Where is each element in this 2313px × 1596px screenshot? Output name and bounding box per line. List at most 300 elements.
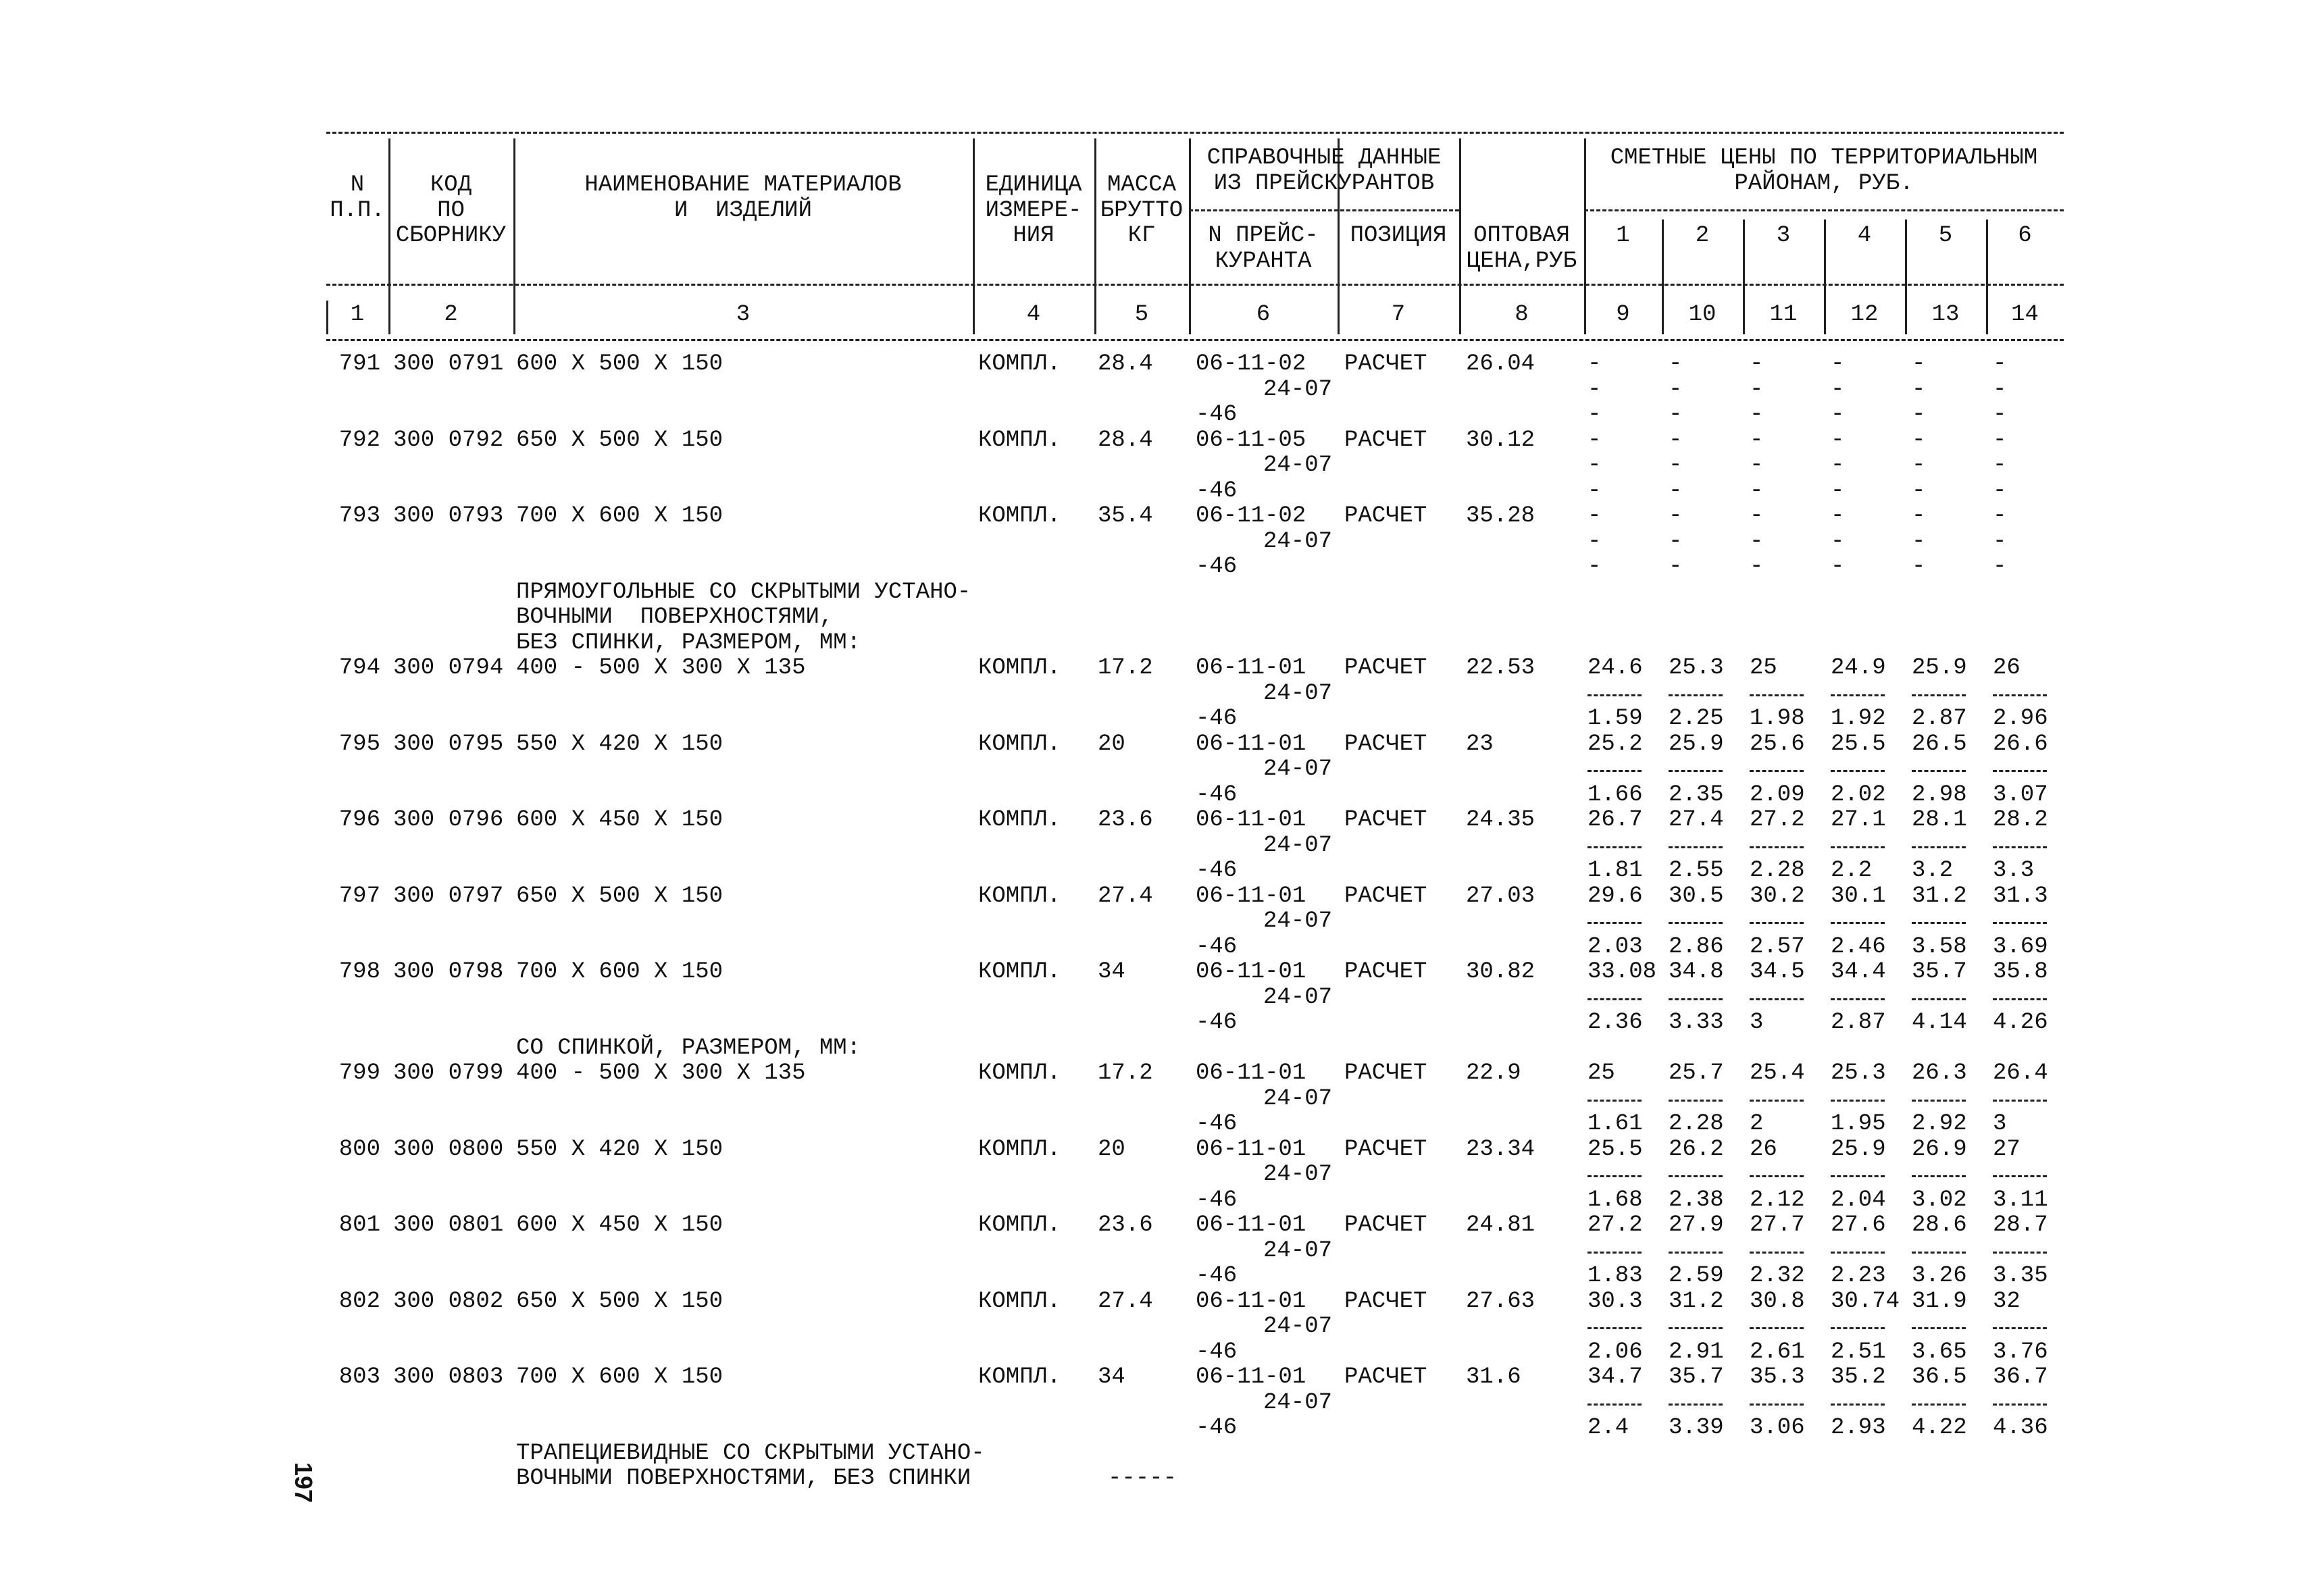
row-code: 300 0791 xyxy=(393,351,504,377)
column-number: 4 xyxy=(1026,302,1041,328)
fraction-rule xyxy=(1831,1404,1885,1406)
header-district-1: 1 xyxy=(1616,223,1630,249)
price-dash: - xyxy=(1993,554,2007,580)
row-code: 300 0803 xyxy=(393,1364,504,1390)
row-price-list-sub: 24-07 xyxy=(1263,1162,1333,1187)
price-dash: - xyxy=(1669,402,1683,428)
fraction-rule xyxy=(1993,694,2047,696)
header-col5: БРУТТО xyxy=(1100,198,1184,224)
header-bottom-rule xyxy=(326,339,2064,341)
district-price: 35.2 xyxy=(1831,1364,1886,1390)
fraction-rule xyxy=(1831,846,1885,848)
row-price-list-sub: -46 xyxy=(1196,706,1238,731)
district-sub-price: 1.68 xyxy=(1587,1187,1643,1213)
district-price: 26 xyxy=(1993,655,2020,681)
district-sub-price: 1.92 xyxy=(1831,706,1886,731)
column-number: 12 xyxy=(1850,302,1879,328)
fraction-rule xyxy=(1587,846,1642,848)
price-dash: - xyxy=(1587,503,1602,529)
district-price: 25.2 xyxy=(1587,731,1643,757)
row-position: РАСЧЕТ xyxy=(1344,503,1427,529)
row-number: 800 xyxy=(338,1136,380,1162)
district-price: 30.5 xyxy=(1669,883,1724,909)
header-price-group: СМЕТНЫЕ ЦЕНЫ ПО ТЕРРИТОРИАЛЬНЫМ xyxy=(1610,145,2038,171)
price-dash: - xyxy=(1912,427,1926,453)
district-sub-price: 1.95 xyxy=(1831,1111,1886,1137)
row-mass: 27.4 xyxy=(1098,883,1153,909)
price-dash: - xyxy=(1831,402,1845,428)
row-price-list: 06-11-01 xyxy=(1196,1212,1306,1238)
price-dash: - xyxy=(1993,376,2007,403)
price-dash: - xyxy=(1831,427,1845,453)
price-dash: - xyxy=(1587,528,1602,555)
fraction-rule xyxy=(1831,998,1885,1000)
fraction-rule xyxy=(1912,922,1966,924)
district-price: 26.5 xyxy=(1912,731,1967,757)
price-dash: - xyxy=(1993,478,2007,504)
fraction-rule xyxy=(1669,1175,1723,1177)
row-position: РАСЧЕТ xyxy=(1344,1288,1427,1314)
row-unit: КОМПЛ. xyxy=(978,731,1061,757)
district-price: 27.4 xyxy=(1669,807,1724,833)
district-sub-price: 3.07 xyxy=(1993,781,2048,808)
district-price: 25.9 xyxy=(1669,731,1724,757)
column-number: 8 xyxy=(1515,302,1529,328)
header-top-rule xyxy=(326,132,2064,134)
row-position: РАСЧЕТ xyxy=(1344,807,1427,833)
header-col2: ПО xyxy=(437,198,465,224)
fraction-rule xyxy=(1669,1327,1723,1329)
fraction-rule xyxy=(1750,1175,1804,1177)
fraction-rule xyxy=(1993,770,2047,772)
fraction-rule xyxy=(1912,998,1966,1000)
row-price-list-sub: -46 xyxy=(1196,1187,1238,1213)
row-number: 795 xyxy=(338,731,380,757)
row-number: 792 xyxy=(338,427,380,453)
district-price: 25.6 xyxy=(1750,731,1805,757)
row-wholesale: 30.12 xyxy=(1466,427,1535,453)
row-wholesale: 23 xyxy=(1466,731,1494,757)
price-dash: - xyxy=(1993,453,2007,478)
column-number: 7 xyxy=(1391,302,1406,328)
row-code: 300 0798 xyxy=(393,959,504,985)
row-wholesale: 30.82 xyxy=(1466,959,1535,985)
row-price-list-sub: 24-07 xyxy=(1263,984,1333,1010)
district-sub-price: 2.61 xyxy=(1750,1339,1805,1365)
price-dash: - xyxy=(1993,427,2007,453)
row-price-list-sub: -46 xyxy=(1196,1010,1238,1035)
column-number: 9 xyxy=(1616,302,1630,328)
district-sub-price: 1.66 xyxy=(1587,781,1643,808)
row-name: 650 X 500 X 150 xyxy=(516,427,723,453)
price-dash: - xyxy=(1750,427,1764,453)
fraction-rule xyxy=(1750,922,1804,924)
district-price: 26.3 xyxy=(1912,1060,1967,1086)
price-dash: - xyxy=(1587,554,1602,580)
fraction-rule xyxy=(1912,1327,1966,1329)
price-dash: - xyxy=(1750,402,1764,428)
district-price: 33.08 xyxy=(1587,959,1657,985)
fraction-rule xyxy=(1587,922,1642,924)
district-price: 31.2 xyxy=(1669,1288,1724,1314)
column-number: 1 xyxy=(350,302,365,328)
fraction-rule xyxy=(1750,846,1804,848)
section-heading: СО СПИНКОЙ, РАЗМЕРОМ, ММ: xyxy=(516,1035,861,1061)
price-dash: - xyxy=(1831,478,1845,504)
district-price: 35.8 xyxy=(1993,959,2048,985)
fraction-rule xyxy=(1993,1327,2047,1329)
district-sub-price: 3.02 xyxy=(1912,1187,1967,1213)
row-mass: 20 xyxy=(1098,1136,1125,1162)
district-sub-price: 3.39 xyxy=(1669,1415,1724,1441)
row-price-list: 06-11-01 xyxy=(1196,1060,1306,1086)
district-price: 25.7 xyxy=(1669,1060,1724,1086)
row-price-list-sub: 24-07 xyxy=(1263,680,1333,706)
district-sub-price: 2.35 xyxy=(1669,781,1724,808)
row-price-list: 06-11-01 xyxy=(1196,655,1306,681)
row-price-list: 06-11-01 xyxy=(1196,731,1306,757)
price-dash: - xyxy=(1750,478,1764,504)
header-col6: N ПРЕЙС- xyxy=(1208,223,1319,249)
row-name: 600 X 450 X 150 xyxy=(516,1212,723,1238)
fraction-rule xyxy=(1750,770,1804,772)
row-number: 799 xyxy=(338,1060,380,1086)
fraction-rule xyxy=(1993,1175,2047,1177)
row-price-list: 06-11-01 xyxy=(1196,807,1306,833)
row-price-list: 06-11-01 xyxy=(1196,1364,1306,1390)
district-sub-price: 2.02 xyxy=(1831,781,1886,808)
row-position: РАСЧЕТ xyxy=(1344,1212,1427,1238)
district-sub-price: 2.4 xyxy=(1587,1415,1629,1441)
row-price-list: 06-11-02 xyxy=(1196,503,1306,529)
price-dash: - xyxy=(1912,554,1926,580)
row-price-list-sub: -46 xyxy=(1196,402,1238,428)
price-dash: - xyxy=(1669,554,1683,580)
district-sub-price: 2.98 xyxy=(1912,781,1967,808)
district-sub-price: 2.93 xyxy=(1831,1415,1886,1441)
header-col8: ОПТОВАЯ xyxy=(1473,223,1570,249)
row-code: 300 0795 xyxy=(393,731,504,757)
row-position: РАСЧЕТ xyxy=(1344,655,1427,681)
price-dash: - xyxy=(1669,376,1683,403)
price-dash: - xyxy=(1912,503,1926,529)
price-dash: - xyxy=(1912,402,1926,428)
trailing-dash: ----- xyxy=(1108,1466,1177,1491)
district-sub-price: 1.98 xyxy=(1750,706,1805,731)
district-price: 35.7 xyxy=(1669,1364,1724,1390)
district-price: 26.7 xyxy=(1587,807,1643,833)
district-price: 27.7 xyxy=(1750,1212,1805,1238)
row-name: 400 - 500 X 300 X 135 xyxy=(516,1060,806,1086)
district-sub-price: 4.22 xyxy=(1912,1415,1967,1441)
district-sub-price: 2.96 xyxy=(1993,706,2048,731)
district-sub-price: 2.28 xyxy=(1669,1111,1724,1137)
fraction-rule xyxy=(1993,846,2047,848)
district-sub-price: 2.2 xyxy=(1831,858,1873,883)
row-name: 550 X 420 X 150 xyxy=(516,1136,723,1162)
price-dash: - xyxy=(1912,478,1926,504)
header-col2: СБОРНИКУ xyxy=(395,223,507,249)
header-price-group: РАЙОНАМ, РУБ. xyxy=(1734,171,1914,197)
district-sub-price: 2.06 xyxy=(1587,1339,1643,1365)
district-price: 30.3 xyxy=(1587,1288,1643,1314)
price-dash: - xyxy=(1669,351,1683,377)
district-price: 26.9 xyxy=(1912,1136,1967,1162)
row-number: 801 xyxy=(338,1212,380,1238)
district-price: 35.7 xyxy=(1912,959,1967,985)
district-price: 26.2 xyxy=(1669,1136,1724,1162)
row-position: РАСЧЕТ xyxy=(1344,351,1427,377)
row-price-list-sub: 24-07 xyxy=(1263,453,1333,478)
fraction-rule xyxy=(1750,998,1804,1000)
row-wholesale: 26.04 xyxy=(1466,351,1535,377)
district-price: 24.9 xyxy=(1831,655,1886,681)
fraction-rule xyxy=(1831,1327,1885,1329)
district-price: 25.4 xyxy=(1750,1060,1805,1086)
district-sub-price: 4.36 xyxy=(1993,1415,2048,1441)
row-unit: КОМПЛ. xyxy=(978,1136,1061,1162)
row-price-list-sub: 24-07 xyxy=(1263,1085,1333,1112)
district-sub-price: 2 xyxy=(1750,1111,1764,1137)
district-sub-price: 2.57 xyxy=(1750,933,1805,960)
price-dash: - xyxy=(1750,351,1764,377)
row-name: 700 X 600 X 150 xyxy=(516,1364,723,1390)
district-sub-price: 3.06 xyxy=(1750,1415,1805,1441)
row-mass: 34 xyxy=(1098,959,1125,985)
district-sub-price: 2.32 xyxy=(1750,1263,1805,1289)
price-dash: - xyxy=(1669,427,1683,453)
column-number: 13 xyxy=(1931,302,1960,328)
fraction-rule xyxy=(1993,922,2047,924)
price-dash: - xyxy=(1831,453,1845,478)
row-number: 798 xyxy=(338,959,380,985)
district-sub-price: 2.28 xyxy=(1750,858,1805,883)
district-sub-price: 2.12 xyxy=(1750,1187,1805,1213)
row-wholesale: 22.9 xyxy=(1466,1060,1521,1086)
fraction-rule xyxy=(1669,846,1723,848)
district-sub-price: 2.59 xyxy=(1669,1263,1724,1289)
district-price: 25.9 xyxy=(1831,1136,1886,1162)
row-price-list: 06-11-01 xyxy=(1196,883,1306,909)
district-price: 36.7 xyxy=(1993,1364,2048,1390)
district-price: 26.4 xyxy=(1993,1060,2048,1086)
fraction-rule xyxy=(1831,694,1885,696)
row-mass: 27.4 xyxy=(1098,1288,1153,1314)
district-price: 27 xyxy=(1993,1136,2020,1162)
row-mass: 35.4 xyxy=(1098,503,1153,529)
row-price-list: 06-11-01 xyxy=(1196,1136,1306,1162)
fraction-rule xyxy=(1587,770,1642,772)
district-sub-price: 3.35 xyxy=(1993,1263,2048,1289)
district-sub-price: 2.51 xyxy=(1831,1339,1886,1365)
row-mass: 28.4 xyxy=(1098,351,1153,377)
price-group-rule xyxy=(1584,209,2064,211)
fraction-rule xyxy=(1750,694,1804,696)
district-price: 25.5 xyxy=(1587,1136,1643,1162)
district-sub-price: 1.81 xyxy=(1587,858,1643,883)
row-code: 300 0793 xyxy=(393,503,504,529)
district-sub-price: 3.69 xyxy=(1993,933,2048,960)
fraction-rule xyxy=(1587,1100,1642,1102)
column-number: 5 xyxy=(1134,302,1149,328)
row-position: РАСЧЕТ xyxy=(1344,1364,1427,1390)
section-heading: ВОЧНЫМИ ПОВЕРХНОСТЯМИ, xyxy=(516,604,834,630)
fraction-rule xyxy=(1912,846,1966,848)
price-dash: - xyxy=(1587,453,1602,478)
row-price-list-sub: -46 xyxy=(1196,478,1238,504)
district-price: 27.1 xyxy=(1831,807,1886,833)
row-price-list-sub: 24-07 xyxy=(1263,832,1333,858)
row-name: 400 - 500 X 300 X 135 xyxy=(516,655,806,681)
header-col3: И ИЗДЕЛИЙ xyxy=(673,198,813,224)
row-price-list-sub: -46 xyxy=(1196,1111,1238,1137)
price-dash: - xyxy=(1993,351,2007,377)
header-col1: N xyxy=(350,172,365,198)
price-dash: - xyxy=(1993,402,2007,428)
price-dash: - xyxy=(1831,554,1845,580)
price-dash: - xyxy=(1669,528,1683,555)
row-number: 802 xyxy=(338,1288,380,1314)
price-dash: - xyxy=(1912,351,1926,377)
district-sub-price: 1.59 xyxy=(1587,706,1643,731)
district-price: 28.6 xyxy=(1912,1212,1967,1238)
price-dash: - xyxy=(1587,351,1602,377)
row-price-list-sub: -46 xyxy=(1196,554,1238,580)
row-wholesale: 27.03 xyxy=(1466,883,1535,909)
fraction-rule xyxy=(1587,694,1642,696)
row-mass: 17.2 xyxy=(1098,1060,1153,1086)
district-price: 25 xyxy=(1587,1060,1615,1086)
fraction-rule xyxy=(1831,1100,1885,1102)
row-code: 300 0797 xyxy=(393,883,504,909)
price-dash: - xyxy=(1750,554,1764,580)
district-sub-price: 3.58 xyxy=(1912,933,1967,960)
district-sub-price: 2.38 xyxy=(1669,1187,1724,1213)
fraction-rule xyxy=(1669,922,1723,924)
row-name: 700 X 600 X 150 xyxy=(516,959,723,985)
row-unit: КОМПЛ. xyxy=(978,959,1061,985)
row-price-list-sub: -46 xyxy=(1196,1415,1238,1441)
price-dash: - xyxy=(1587,427,1602,453)
fraction-rule xyxy=(1831,1252,1885,1254)
header-district-4: 4 xyxy=(1857,223,1872,249)
row-code: 300 0796 xyxy=(393,807,504,833)
fraction-rule xyxy=(1912,694,1966,696)
row-unit: КОМПЛ. xyxy=(978,351,1061,377)
row-price-list-sub: 24-07 xyxy=(1263,1389,1333,1416)
section-heading: ТРАПЕЦИЕВИДНЫЕ СО СКРЫТЫМИ УСТАНО- xyxy=(516,1440,985,1466)
header-district-3: 3 xyxy=(1776,223,1791,249)
row-price-list-sub: -46 xyxy=(1196,1263,1238,1289)
district-price: 25.3 xyxy=(1831,1060,1886,1086)
district-price: 34.8 xyxy=(1669,959,1724,985)
fraction-rule xyxy=(1831,922,1885,924)
header-ref-group: СПРАВОЧНЫЕ ДАННЫЕ xyxy=(1206,145,1442,171)
section-heading: БЕЗ СПИНКИ, РАЗМЕРОМ, ММ: xyxy=(516,629,861,656)
district-price: 35.3 xyxy=(1750,1364,1805,1390)
district-sub-price: 2.36 xyxy=(1587,1010,1643,1035)
row-code: 300 0794 xyxy=(393,655,504,681)
row-position: РАСЧЕТ xyxy=(1344,959,1427,985)
page-number: 197 xyxy=(290,1462,317,1503)
district-price: 25.3 xyxy=(1669,655,1724,681)
row-price-list-sub: -46 xyxy=(1196,781,1238,808)
row-position: РАСЧЕТ xyxy=(1344,883,1427,909)
district-price: 24.6 xyxy=(1587,655,1643,681)
column-number: 6 xyxy=(1256,302,1271,328)
row-wholesale: 35.28 xyxy=(1466,503,1535,529)
district-sub-price: 3.11 xyxy=(1993,1187,2048,1213)
district-sub-price: 2.87 xyxy=(1831,1010,1886,1035)
fraction-rule xyxy=(1587,1175,1642,1177)
district-price: 30.1 xyxy=(1831,883,1886,909)
row-price-list: 06-11-01 xyxy=(1196,1288,1306,1314)
fraction-rule xyxy=(1993,998,2047,1000)
header-col1: П.П. xyxy=(330,198,385,224)
district-sub-price: 3.26 xyxy=(1912,1263,1967,1289)
row-name: 600 X 450 X 150 xyxy=(516,807,723,833)
row-unit: КОМПЛ. xyxy=(978,883,1061,909)
row-code: 300 0800 xyxy=(393,1136,504,1162)
header-ref-group: ИЗ ПРЕЙСКУРАНТОВ xyxy=(1213,171,1435,197)
fraction-rule xyxy=(1993,1100,2047,1102)
district-price: 31.9 xyxy=(1912,1288,1967,1314)
row-position: РАСЧЕТ xyxy=(1344,1060,1427,1086)
district-sub-price: 2.04 xyxy=(1831,1187,1886,1213)
district-sub-price: 4.26 xyxy=(1993,1010,2048,1035)
price-dash: - xyxy=(1831,528,1845,555)
district-sub-price: 2.86 xyxy=(1669,933,1724,960)
row-wholesale: 31.6 xyxy=(1466,1364,1521,1390)
row-mass: 34 xyxy=(1098,1364,1125,1390)
price-dash: - xyxy=(1750,528,1764,555)
district-price: 25.9 xyxy=(1912,655,1967,681)
row-unit: КОМПЛ. xyxy=(978,1212,1061,1238)
row-number: 803 xyxy=(338,1364,380,1390)
column-number: 14 xyxy=(2011,302,2039,328)
row-number: 791 xyxy=(338,351,380,377)
district-sub-price: 1.83 xyxy=(1587,1263,1643,1289)
fraction-rule xyxy=(1912,1175,1966,1177)
row-name: 600 X 500 X 150 xyxy=(516,351,723,377)
header-col5: КГ xyxy=(1127,223,1156,249)
header-rule-under-titles xyxy=(326,284,2064,286)
price-dash: - xyxy=(1831,351,1845,377)
fraction-rule xyxy=(1587,1327,1642,1329)
district-price: 28.7 xyxy=(1993,1212,2048,1238)
district-price: 31.2 xyxy=(1912,883,1967,909)
district-sub-price: 3 xyxy=(1993,1111,2007,1137)
fraction-rule xyxy=(1750,1404,1804,1406)
fraction-rule xyxy=(1587,1252,1642,1254)
district-sub-price: 3.3 xyxy=(1993,858,2035,883)
column-number: 11 xyxy=(1769,302,1798,328)
fraction-rule xyxy=(1750,1252,1804,1254)
row-unit: КОМПЛ. xyxy=(978,427,1061,453)
district-price: 28.1 xyxy=(1912,807,1967,833)
header-col4: ЕДИНИЦА xyxy=(985,172,1082,198)
section-heading: ВОЧНЫМИ ПОВЕРХНОСТЯМИ, БЕЗ СПИНКИ xyxy=(516,1466,971,1491)
district-price: 28.2 xyxy=(1993,807,2048,833)
district-price: 30.74 xyxy=(1831,1288,1900,1314)
fraction-rule xyxy=(1912,1100,1966,1102)
price-dash: - xyxy=(1993,528,2007,555)
district-sub-price: 4.14 xyxy=(1912,1010,1967,1035)
row-number: 797 xyxy=(338,883,380,909)
row-unit: КОМПЛ. xyxy=(978,807,1061,833)
price-dash: - xyxy=(1993,503,2007,529)
header-district-6: 6 xyxy=(2018,223,2032,249)
